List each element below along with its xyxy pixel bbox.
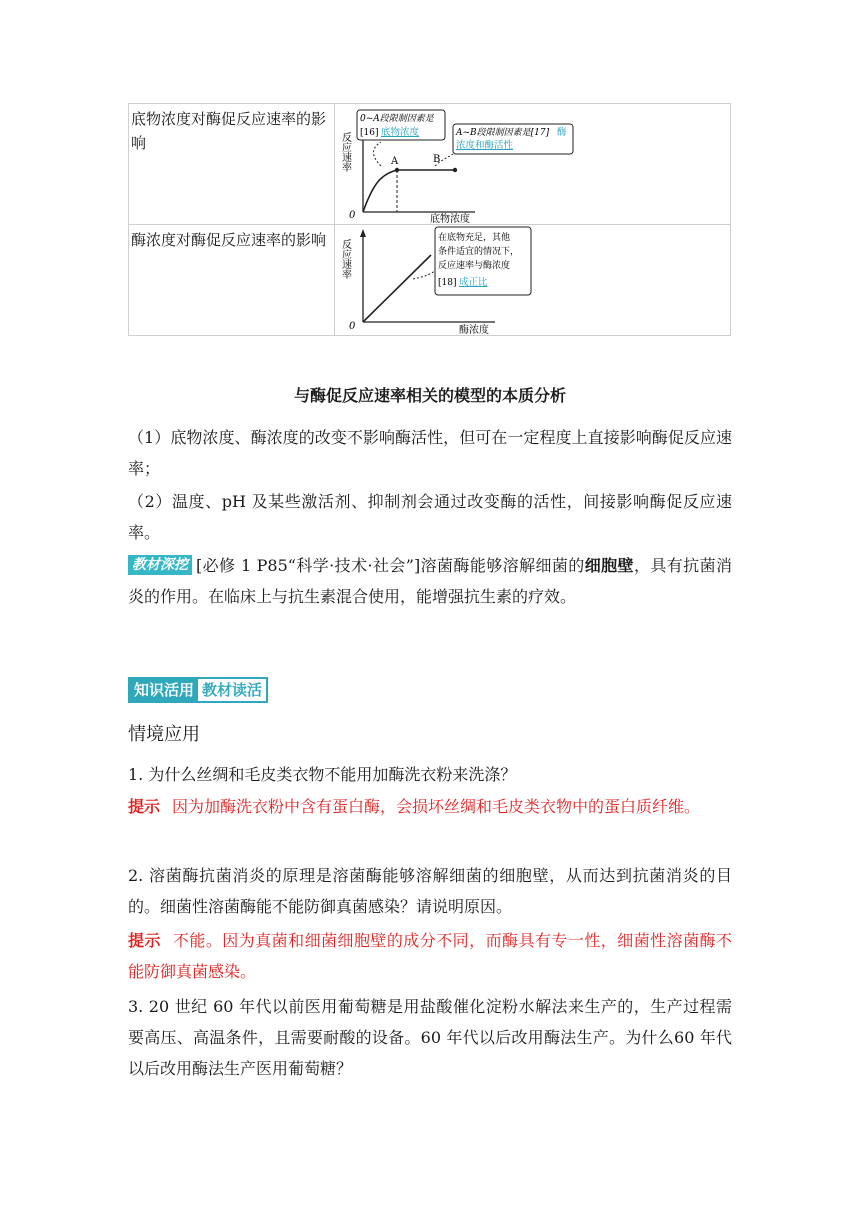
section-heading: 与酶促反应速率相关的模型的本质分析: [293, 386, 566, 405]
rate-line: [363, 255, 431, 322]
paragraph-2: （2）温度、pH 及某些激活剂、抑制剂会通过改变酶的活性，间接影响酶促反应速率。: [128, 492, 732, 542]
substrate-graph: [335, 104, 730, 224]
enzyme-concentration-figure: [335, 225, 731, 336]
callout2-answer-a: 酶: [557, 127, 567, 138]
callout1-answer: 底物浓度: [381, 127, 420, 138]
origin-label: 0: [349, 321, 356, 332]
callout-answer: 成正比: [459, 277, 488, 288]
y-axis-label: 反应速率: [339, 132, 351, 172]
rate-curve: [363, 170, 455, 212]
badge-right: 教材读活: [198, 679, 266, 701]
textbook-deep-dive: [128, 550, 732, 612]
enzyme-factors-table: [128, 103, 731, 336]
textbook-rest: ，具有抗菌消炎的作用。在临床上与抗生素混合使用，能增强抗生素的疗效。: [128, 556, 732, 606]
answer-1: [128, 791, 732, 822]
table-row: [129, 104, 731, 225]
substrate-concentration-figure: [335, 104, 731, 225]
badge-left: 知识活用: [130, 679, 198, 701]
callout2-title: A~B段限制因素是[17]: [456, 128, 550, 138]
table-row: [129, 225, 731, 336]
tip-label: 提示: [128, 797, 161, 816]
tip-label: 提示: [128, 931, 161, 950]
answer-2: [128, 925, 732, 987]
callout-line1: 在底物充足，其他: [438, 233, 511, 243]
point-a-marker: [395, 168, 399, 172]
textbook-ref: [必修 1 P85“科学·技术·社会”]溶菌酶能够溶解细菌的: [196, 556, 585, 575]
point-b-label: B: [433, 154, 441, 165]
x-axis-label: 酶浓度: [459, 325, 489, 335]
point-b-marker: [453, 168, 457, 172]
paragraph-1: （1）底物浓度、酶浓度的改变不影响酶活性，但可在一定程度上直接影响酶促反应速率；: [128, 428, 732, 478]
point-a-label: A: [391, 156, 399, 167]
callout2-answer-b: 浓度和酶活性: [456, 140, 514, 151]
question-2: 2. 溶菌酶抗菌消炎的原理是溶菌酶能够溶解细菌的细胞壁，从而达到抗菌消炎的目的。细菌性溶菌酶能不能防御真菌感染？请说明原因。: [128, 866, 732, 916]
callout1-num: [16]: [360, 128, 379, 138]
callout-line2: 条件适宜的情况下，: [438, 247, 520, 257]
knowledge-badge: [128, 677, 268, 703]
answer-1-text: 因为加酶洗衣粉中含有蛋白酶，会损坏丝绸和毛皮类衣物中的蛋白质纤维。: [172, 797, 701, 816]
enzyme-graph: [335, 225, 730, 335]
textbook-tag: 教材深挖: [128, 555, 192, 575]
question-1: 1. 为什么丝绸和毛皮类衣物不能用加酶洗衣粉来洗涤？: [128, 765, 517, 784]
x-axis-label: 底物浓度: [430, 214, 470, 224]
question-3: 3. 20 世纪 60 年代以前医用葡萄糖是用盐酸催化淀粉水解法来生产的，生产过程需要高压、高温条件，且需要耐酸的设备。60 年代以后改用酶法生产。为什么60 年代以后改用酶法生产医用葡萄糖？: [128, 997, 732, 1078]
callout1-title: 0~A段限制因素是: [360, 114, 434, 124]
section-title: 情境应用: [128, 724, 200, 745]
textbook-bold: 细胞壁: [584, 556, 634, 575]
y-axis-label: 反应速率: [339, 239, 351, 279]
row-label: 底物浓度对酶促反应速率的影响: [129, 104, 335, 225]
row-label: 酶浓度对酶促反应速率的影响: [129, 225, 335, 336]
answer-2-text: 不能。因为真菌和细菌细胞壁的成分不同，而酶具有专一性，细菌性溶菌酶不能防御真菌感染。: [128, 931, 732, 981]
callout-line3: 反应速率与酶浓度: [438, 261, 511, 271]
origin-label: 0: [349, 210, 356, 221]
callout-num: [18]: [438, 278, 457, 288]
